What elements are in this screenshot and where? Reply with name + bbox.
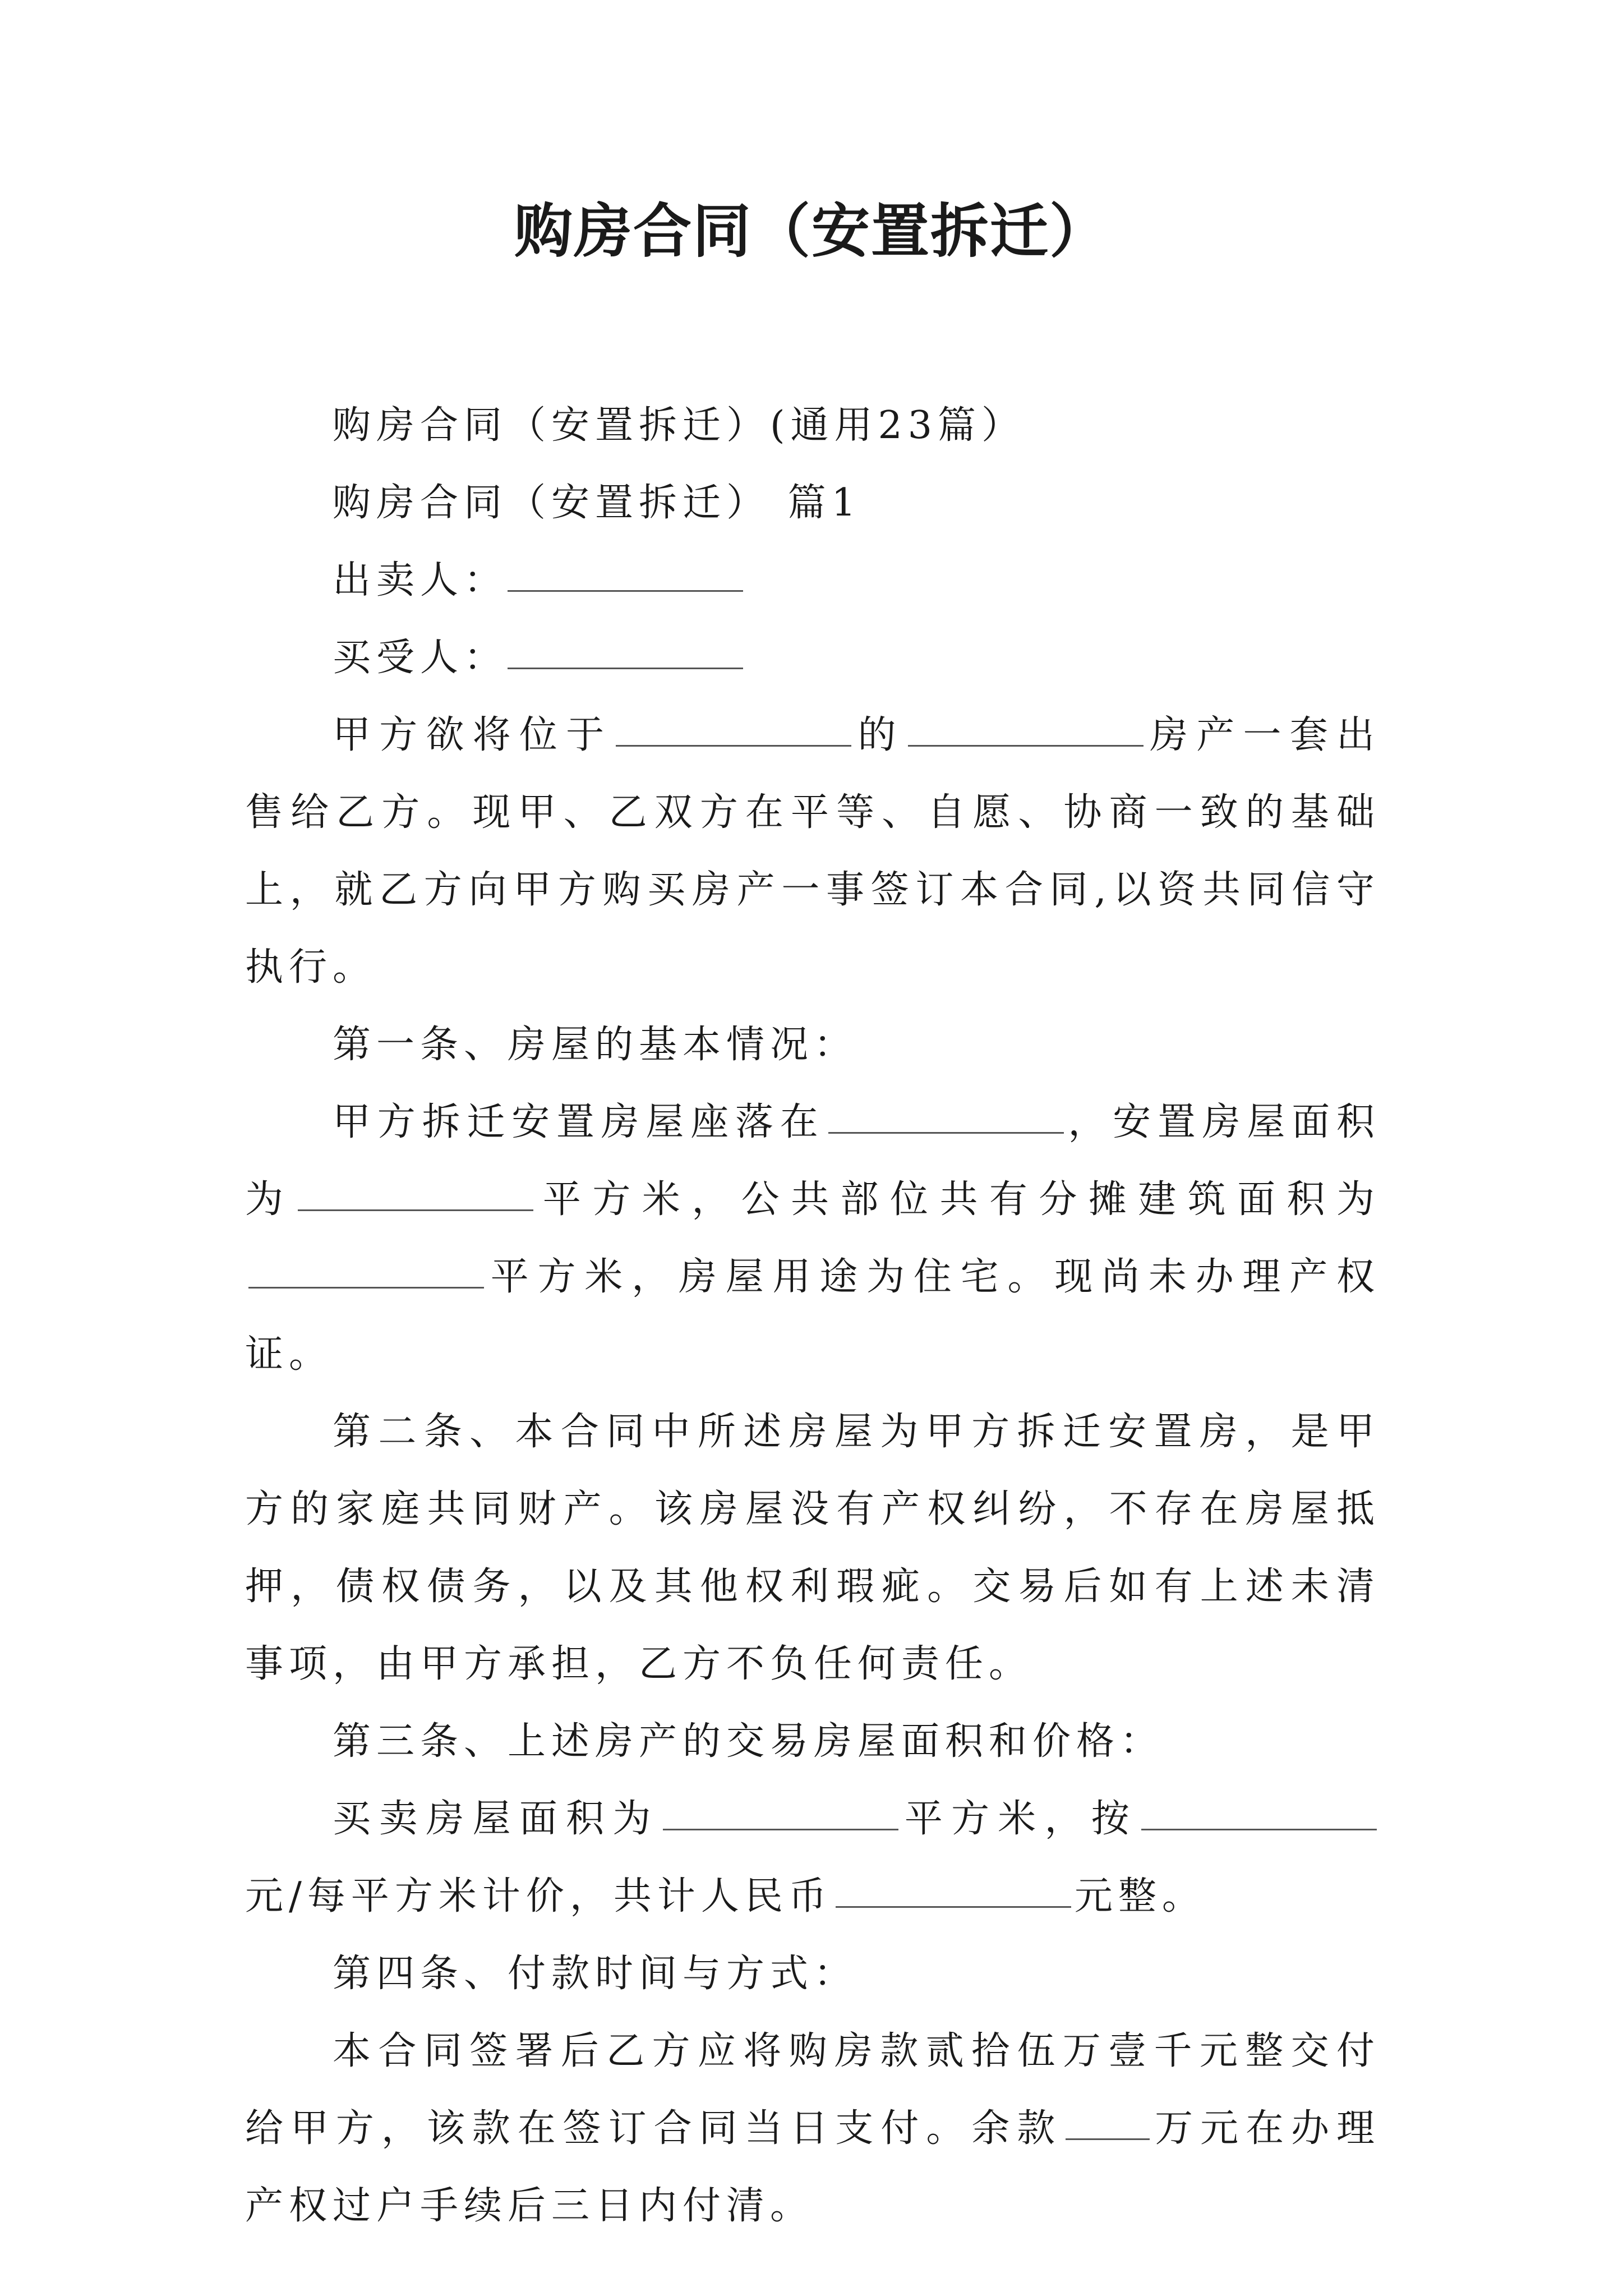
location-blank bbox=[616, 711, 851, 747]
article-4-paragraph bbox=[245, 2013, 1380, 2245]
property-blank bbox=[908, 711, 1144, 747]
buyer-line bbox=[245, 619, 1380, 697]
article-1-paragraph bbox=[245, 1084, 1380, 1393]
buyer-label: 买受人： bbox=[333, 636, 508, 680]
unit-price-blank bbox=[1141, 1795, 1377, 1830]
article-4-title: 第四条、付款时间与方式： bbox=[333, 1952, 858, 1996]
intro-text-c: 房产一套出售给乙方。现甲、乙双方在平等、自愿、协商一致的基础上，就乙方向甲方购买房产一事签订本合同,以资共同信守执行。 bbox=[245, 713, 1380, 990]
total-price-blank bbox=[836, 1872, 1071, 1908]
subtitle-line: 购房合同（安置拆迁）(通用23篇） bbox=[333, 403, 1026, 448]
trade-area-blank bbox=[663, 1795, 898, 1830]
article-3-paragraph bbox=[245, 1780, 1380, 1935]
balance-blank bbox=[1066, 2105, 1150, 2140]
section-heading: 购房合同（安置拆迁） 篇1 bbox=[333, 481, 861, 525]
art3-text-d: 元整。 bbox=[1074, 1874, 1206, 1918]
intro-text-b: 的 bbox=[855, 713, 905, 757]
address-blank bbox=[828, 1098, 1064, 1134]
article-3-title: 第三条、上述房产的交易房屋面积和价格： bbox=[333, 1719, 1164, 1764]
seller-label: 出卖人： bbox=[333, 558, 508, 602]
document-title: 购房合同（安置拆迁） bbox=[514, 196, 1109, 265]
intro-text-a: 甲方欲将位于 bbox=[333, 713, 613, 757]
intro-paragraph bbox=[245, 697, 1380, 1006]
art3-text-a: 买卖房屋面积为 bbox=[333, 1797, 660, 1841]
art1-text-a: 甲方拆迁安置房屋座落在 bbox=[333, 1100, 825, 1144]
document-body bbox=[245, 387, 1380, 2245]
art3-text-b: 平方米，按 bbox=[901, 1797, 1138, 1841]
article-2-paragraph: 第二条、本合同中所述房屋为甲方拆迁安置房，是甲方的家庭共同财产。该房屋没有产权纠纷，不存在房屋抵押，债权债务，以及其他权利瑕疵。交易后如有上述未清事项，由甲方承担，乙方不负任何责任。 bbox=[245, 1410, 1380, 1686]
buyer-blank bbox=[508, 634, 743, 669]
seller-line bbox=[245, 542, 1380, 619]
art1-text-b: ，安置房屋面积为 bbox=[245, 1100, 1380, 1222]
art4-text-a: 本合同签署后乙方应将购房款贰拾伍万壹千元整交付给甲方，该款在签订合同当日支付。余款 bbox=[245, 2029, 1380, 2151]
shared-area-blank bbox=[248, 1253, 484, 1289]
area-blank bbox=[298, 1176, 533, 1211]
seller-blank bbox=[508, 556, 743, 592]
art1-text-c: 平方米，公共部位共有分摊建筑面积为 bbox=[537, 1177, 1380, 1222]
art4-text-b: 万元在办理产权过户手续后三日内付清。 bbox=[245, 2106, 1380, 2228]
art3-text-c: 元/每平方米计价，共计人民币 bbox=[245, 1874, 832, 1918]
article-1-title: 第一条、房屋的基本情况： bbox=[333, 1023, 858, 1067]
art1-text-d: 平方米，房屋用途为住宅。现尚未办理产权证。 bbox=[245, 1255, 1380, 1377]
